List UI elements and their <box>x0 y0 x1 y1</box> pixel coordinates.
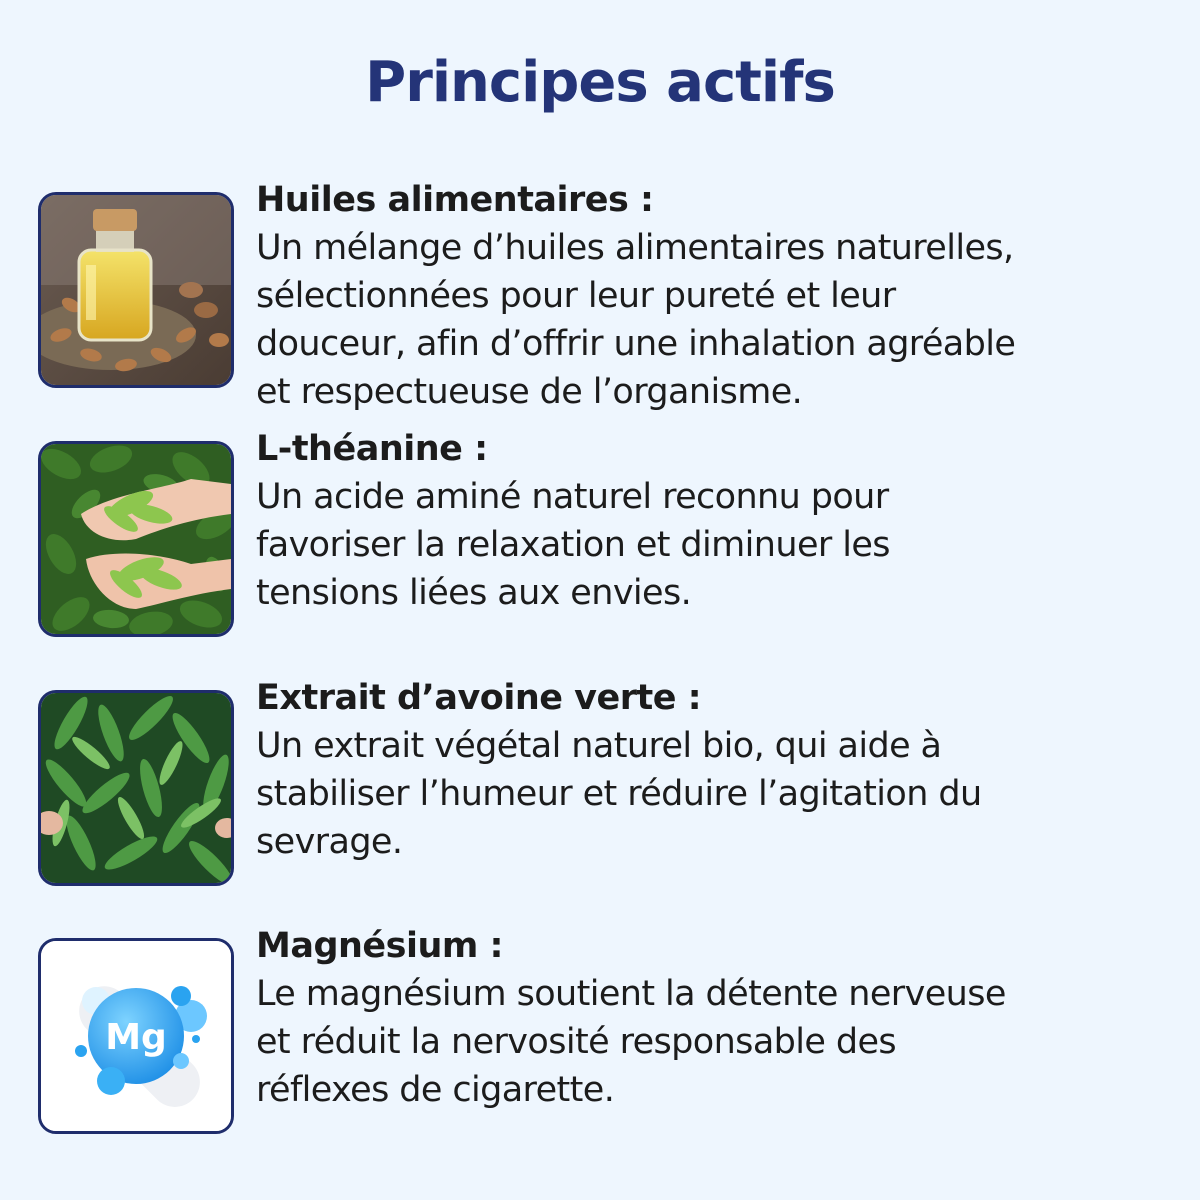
magnesium-label: Mg <box>105 1017 167 1058</box>
ingredient-description: Un acide aminé naturel reconnu pour favoriser la relaxation et diminuer les tensions liées aux envies. <box>256 477 890 613</box>
ingredient-description: Le magnésium soutient la détente nerveuse et réduit la nervosité responsable des réflexes de cigarette. <box>256 974 1006 1110</box>
magnesium-icon <box>38 938 234 1134</box>
ingredient-heading: Huiles alimentaires : <box>256 180 654 220</box>
ingredient-heading: Magnésium : <box>256 926 504 966</box>
tea-leaves-hands-icon <box>38 441 234 637</box>
ingredient-description: Un mélange d’huiles alimentaires naturelles, sélectionnées pour leur pureté et leur douceur, afin d’offrir une inhalation agréable et respectueuse de l’organisme. <box>256 228 1016 412</box>
green-oat-icon <box>38 690 234 886</box>
oil-bottle-almonds-icon <box>38 192 234 388</box>
ingredient-description: Un extrait végétal naturel bio, qui aide à stabiliser l’humeur et réduire l’agitation du sevrage. <box>256 726 982 862</box>
page-title: Principes actifs <box>365 50 835 115</box>
ingredient-heading: L-théanine : <box>256 429 488 469</box>
ingredient-heading: Extrait d’avoine verte : <box>256 678 702 718</box>
